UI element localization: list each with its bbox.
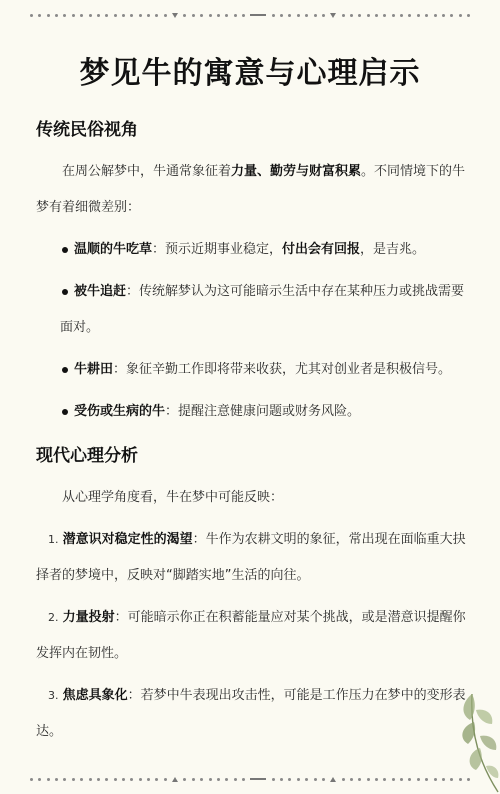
traditional-intro-paragraph — [36, 154, 468, 226]
list-item-text: ：象征辛勤工作即将带来收获，尤其对创业者是积极信号。 — [113, 362, 452, 377]
numbered-item — [36, 522, 468, 594]
numbered-item-title: 力量投射 — [62, 610, 115, 625]
top-dotted-border — [30, 8, 470, 22]
triangle-down-icon — [330, 13, 336, 18]
page-title: 梦见牛的寓意与心理启示 — [79, 56, 421, 91]
list-item-text: ：传统解梦认为这可能暗示生活中存在某种压力或挑战需要面对。 — [60, 284, 465, 335]
bottom-dotted-border — [30, 772, 470, 786]
numbered-item-text: ：牛作为农耕文明的象征，常出现在面临重大抉择者的梦境中，反映对“脚踏实地”生活的向往。 — [36, 532, 466, 583]
list-item-title: 温顺的牛吃草 — [74, 242, 153, 257]
item-number: 3. — [48, 689, 59, 702]
list-item — [36, 232, 468, 268]
list-item-text: ：提醒注意健康问题或财务风险。 — [165, 404, 361, 419]
list-item — [36, 352, 468, 388]
numbered-item — [36, 678, 468, 750]
list-item — [36, 274, 468, 346]
list-item — [36, 394, 468, 430]
intro-text-2: 。不同情境下的牛梦有着细微差别： — [36, 164, 466, 215]
list-item-title: 被牛追赶 — [74, 284, 127, 299]
list-item-text-2: ，是吉兆。 — [360, 242, 426, 257]
list-item-emphasis: 付出会有回报 — [282, 242, 361, 257]
item-number: 2. — [48, 611, 59, 624]
triangle-down-icon — [172, 13, 178, 18]
list-item-title: 牛耕田 — [74, 362, 114, 377]
numbered-item-text: ：若梦中牛表现出攻击性，可能是工作压力在梦中的变形表达。 — [36, 688, 466, 739]
dash-icon — [250, 778, 266, 780]
item-number: 1. — [48, 533, 59, 546]
triangle-up-icon — [172, 777, 178, 782]
section-heading-modern: 现代心理分析 — [36, 446, 138, 466]
modern-intro-paragraph: 从心理学角度看，牛在梦中可能反映： — [62, 490, 284, 505]
section-heading-traditional: 传统民俗视角 — [36, 120, 138, 140]
article-body — [36, 112, 468, 750]
numbered-item — [36, 600, 468, 672]
dash-icon — [250, 14, 266, 16]
intro-emphasis: 力量、勤劳与财富积累 — [231, 164, 362, 179]
numbered-item-title: 潜意识对稳定性的渴望 — [62, 532, 193, 547]
numbered-item-title: 焦虑具象化 — [62, 688, 128, 703]
intro-text: 在周公解梦中，牛通常象征着 — [62, 164, 232, 179]
list-item-text: ：预示近期事业稳定， — [152, 242, 283, 257]
list-item-title: 受伤或生病的牛 — [74, 404, 166, 419]
triangle-up-icon — [330, 777, 336, 782]
numbered-item-text: ：可能暗示你正在积蓄能量应对某个挑战，或是潜意识提醒你发挥内在韧性。 — [36, 610, 466, 661]
